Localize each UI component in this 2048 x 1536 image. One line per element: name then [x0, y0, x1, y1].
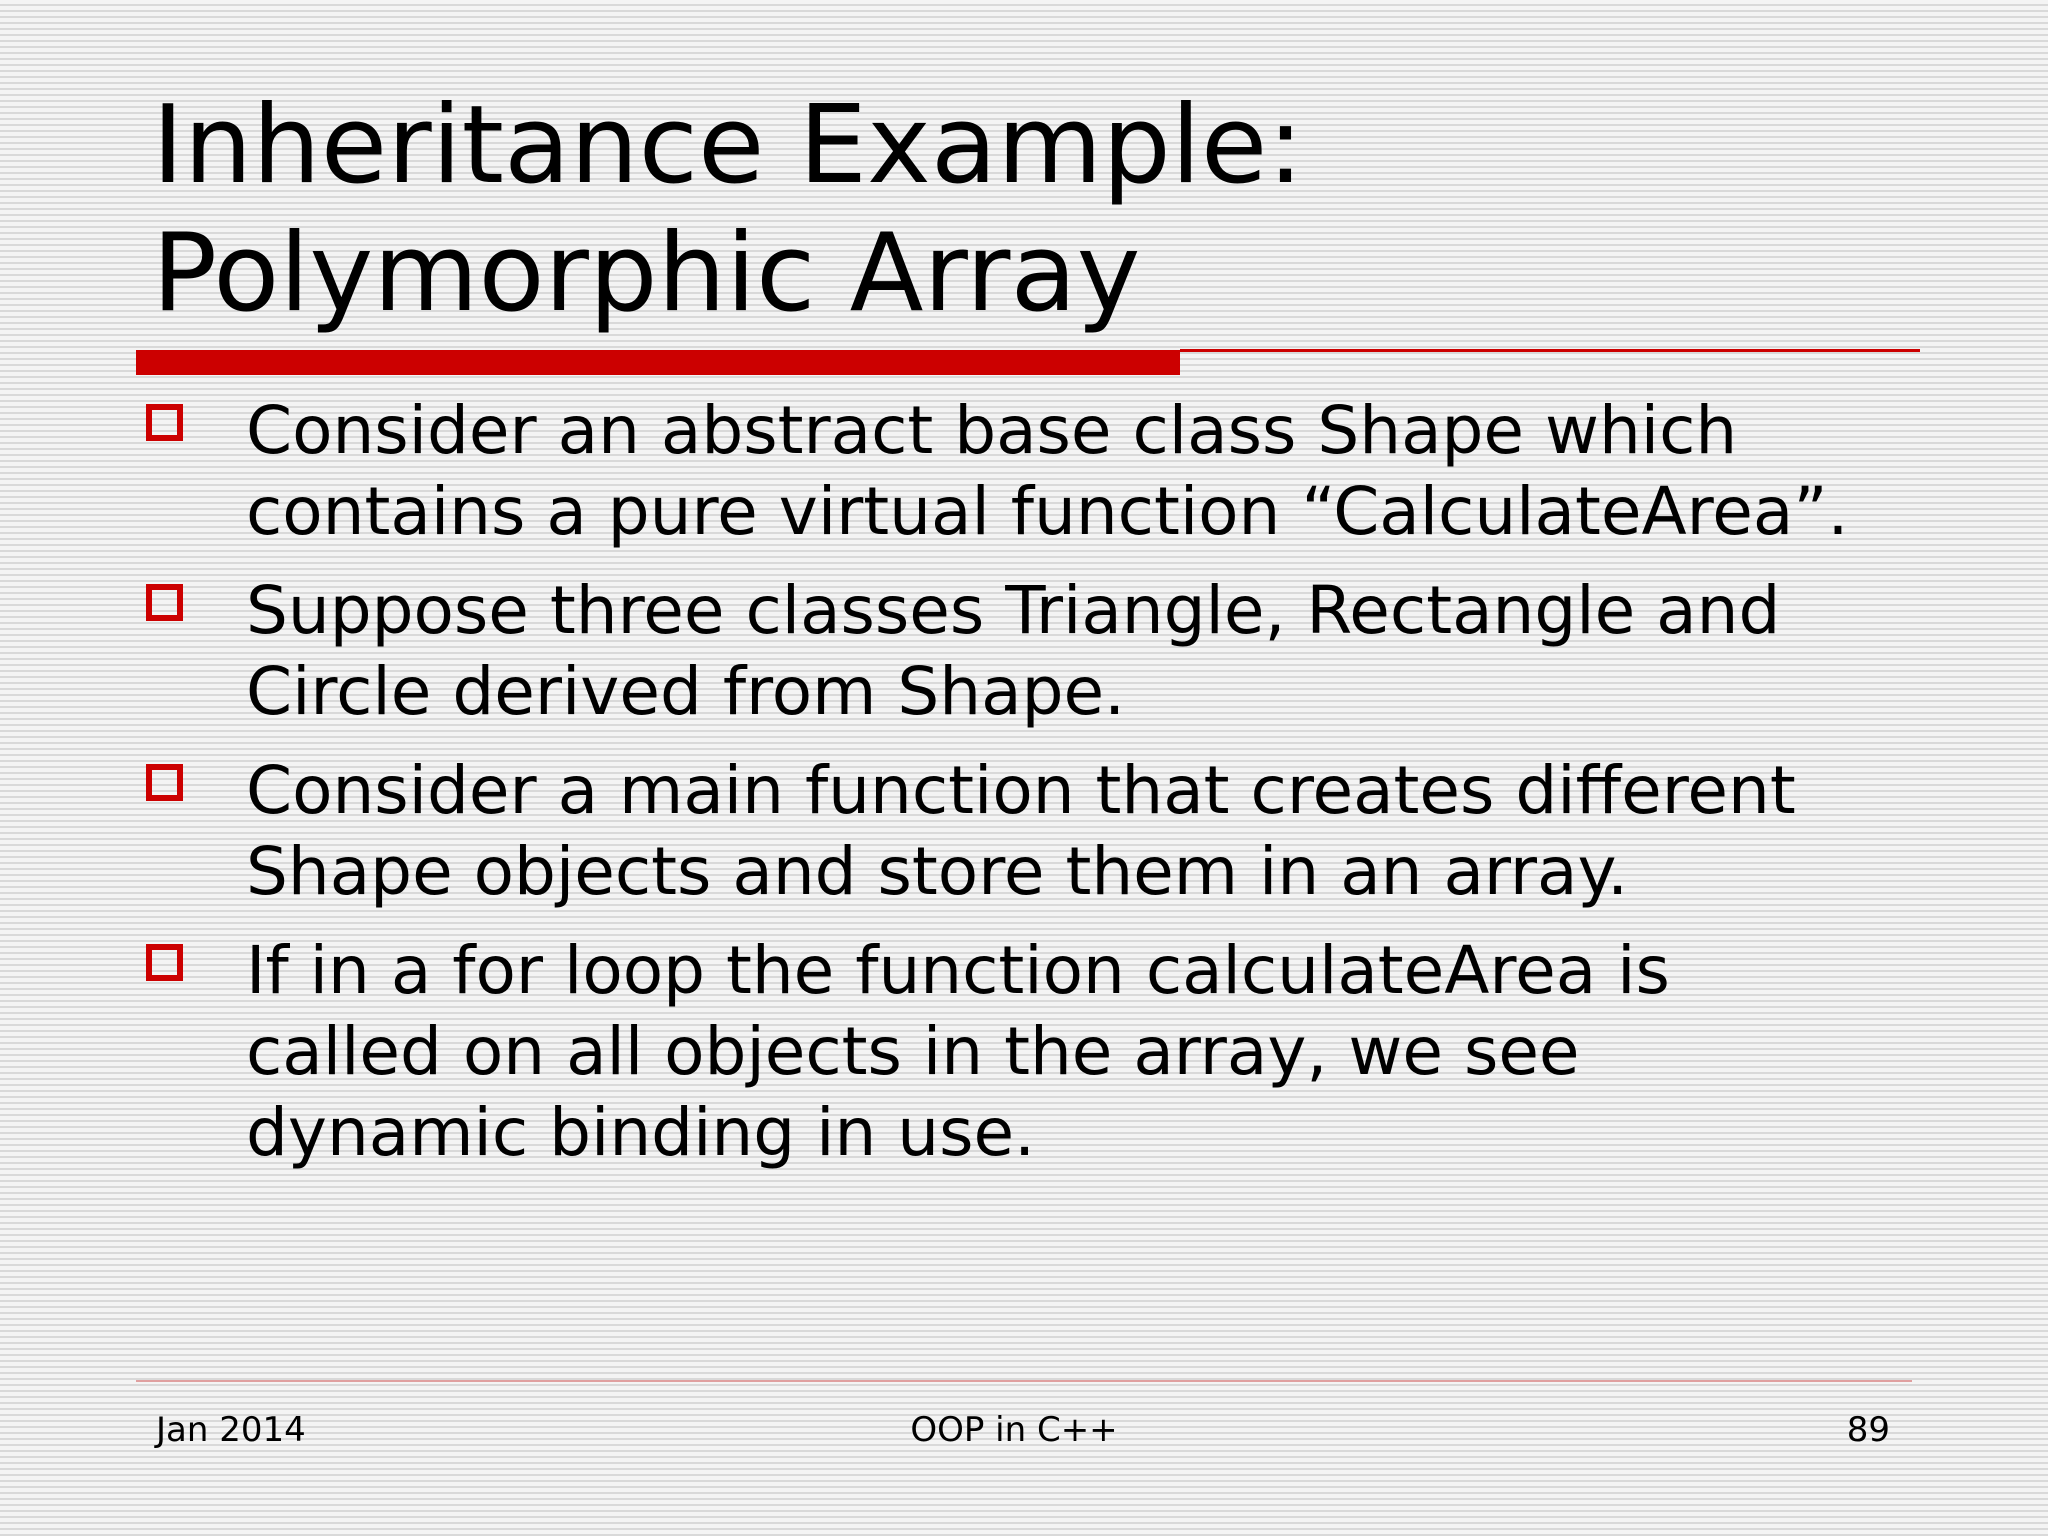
bullet-text-3: [246, 750, 1946, 912]
title-underline-thin: [1180, 349, 1920, 352]
bullet-1-line-1: Consider an abstract base class Shape which: [246, 392, 1738, 469]
bullet-4-line-2: called on all objects in the array, we see: [246, 1013, 1580, 1090]
bullet-item-3: [0, 750, 1946, 912]
bullet-item-1: [0, 390, 1946, 552]
bullet-1-line-2: contains a pure virtual function “CalculateArea”.: [246, 473, 1849, 550]
hollow-square-icon: [146, 944, 183, 981]
slide-title-line-1: Inheritance Example:: [152, 83, 1304, 208]
footer-divider: [136, 1380, 1912, 1382]
slide-title: [152, 82, 1852, 338]
bullet-4-line-3: dynamic binding in use.: [246, 1094, 1036, 1171]
footer-date: Jan 2014: [156, 1410, 306, 1450]
bullet-3-line-1: Consider a main function that creates different: [246, 752, 1796, 829]
bullet-item-4: [0, 930, 1946, 1173]
title-underline-thick: [136, 350, 1180, 375]
bullet-text-2: [246, 570, 1946, 732]
hollow-square-icon: [146, 404, 183, 441]
bullet-text-1: [246, 390, 1946, 552]
bullet-item-2: [0, 570, 1946, 732]
footer-page-number: 89: [1846, 1410, 1890, 1450]
bullet-3-line-2: Shape objects and store them in an array.: [246, 833, 1629, 910]
bullet-2-line-1: Suppose three classes Triangle, Rectangle and: [246, 572, 1781, 649]
bullet-text-4: [246, 930, 1946, 1173]
slide-title-line-2: Polymorphic Array: [152, 211, 1141, 336]
bullet-4-line-1: If in a for loop the function calculateArea is: [246, 932, 1670, 1009]
bullet-list: [0, 390, 2048, 1191]
hollow-square-icon: [146, 764, 183, 801]
bullet-2-line-2: Circle derived from Shape.: [246, 653, 1126, 730]
hollow-square-icon: [146, 584, 183, 621]
footer-course-title: OOP in C++: [910, 1410, 1118, 1450]
